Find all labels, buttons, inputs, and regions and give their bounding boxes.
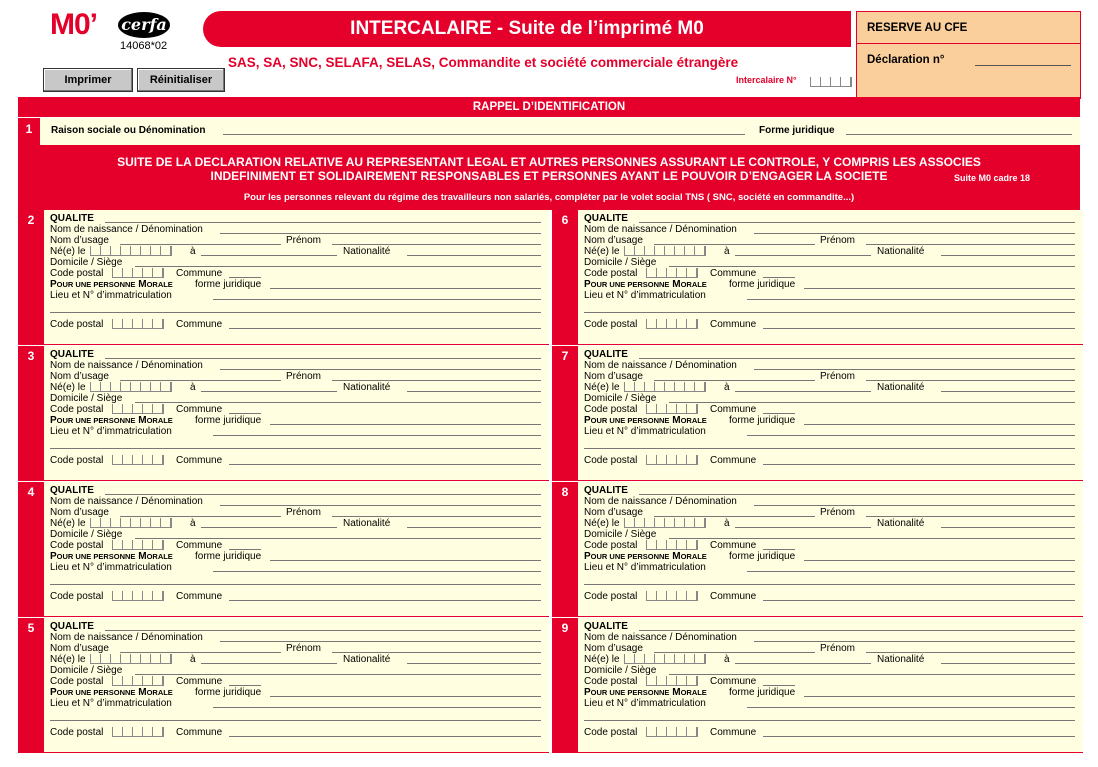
a-label: à	[724, 382, 730, 393]
nom-naissance-field[interactable]	[220, 505, 541, 506]
pm-forme-juridique-label: forme juridique	[195, 551, 262, 562]
suite-title-line-1: SUITE DE LA DECLARATION RELATIVE AU REPRESENTANT LEGAL ET AUTRES PERSONNES ASSURANT LE CONTROLE, Y COMPRIS LES ASSOCIES	[117, 155, 981, 169]
pm-code-postal-label: Code postal	[50, 319, 104, 330]
pm-code-postal-input[interactable]	[646, 319, 698, 329]
commune-field[interactable]	[229, 413, 261, 414]
nationalite-field[interactable]	[407, 527, 541, 528]
code-postal-label: Code postal	[584, 404, 638, 415]
cfe-reserved-box	[856, 11, 1081, 99]
pm-forme-juridique-field[interactable]	[270, 288, 541, 289]
nationalite-field[interactable]	[941, 527, 1075, 528]
a-label: à	[190, 654, 196, 665]
nom-usage-field[interactable]	[654, 244, 815, 245]
block-number	[552, 482, 578, 616]
nom-usage-label: Nom d’usage	[50, 507, 109, 518]
rappel-section-header: RAPPEL D’IDENTIFICATION	[18, 97, 1080, 117]
cfe-reserved-label: RESERVE AU CFE	[857, 12, 1080, 44]
pm-forme-juridique-label: forme juridique	[195, 687, 262, 698]
birth-place-field[interactable]	[201, 663, 337, 664]
cerfa-logo: cerfa	[118, 12, 170, 38]
personne-morale-label: POUR UNE PERSONNE MORALE	[50, 279, 173, 290]
person-block-8	[552, 482, 1083, 617]
person-block-4	[18, 482, 549, 617]
nationalite-label: Nationalité	[343, 246, 391, 257]
birth-date-input[interactable]	[624, 246, 706, 256]
pm-code-postal-input[interactable]	[112, 455, 164, 465]
declaration-number-field[interactable]	[975, 65, 1071, 66]
lieu-immatriculation-field-2[interactable]	[50, 448, 541, 449]
person-block-9	[552, 618, 1083, 753]
qualite-label: QUALITE	[584, 621, 628, 632]
person-block-5	[18, 618, 549, 753]
suite-title-line-2: INDEFINIMENT ET SOLIDAIREMENT RESPONSABLES ET PERSONNES AYANT LE POUVOIR D’ENGAGER LA SOCIETE	[210, 169, 888, 183]
pm-code-postal-label: Code postal	[584, 455, 638, 466]
a-label: à	[724, 246, 730, 257]
commune-label: Commune	[176, 404, 223, 415]
a-label: à	[724, 518, 730, 529]
birth-date-input[interactable]	[90, 654, 172, 664]
personne-morale-label: POUR UNE PERSONNE MORALE	[584, 415, 707, 426]
pm-code-postal-input[interactable]	[646, 727, 698, 737]
ne-le-label: Né(e) le	[584, 246, 620, 257]
prenom-label: Prénom	[286, 235, 322, 246]
pm-forme-juridique-label: forme juridique	[195, 279, 262, 290]
code-postal-input[interactable]	[112, 540, 164, 550]
a-label: à	[190, 246, 196, 257]
block-number-value: 2	[27, 213, 35, 227]
pm-code-postal-label: Code postal	[584, 591, 638, 602]
domicile-label: Domicile / Siège	[584, 393, 657, 404]
qualite-label: QUALITE	[50, 485, 94, 496]
nationalite-field[interactable]	[941, 255, 1075, 256]
prenom-field[interactable]	[332, 380, 541, 381]
qualite-label: QUALITE	[50, 621, 94, 632]
commune-field[interactable]	[229, 685, 261, 686]
lieu-immatriculation-field[interactable]	[213, 707, 541, 708]
code-postal-input[interactable]	[646, 540, 698, 550]
declaration-number-label: Déclaration n°	[867, 54, 945, 66]
block-number	[552, 618, 578, 752]
nom-naissance-field[interactable]	[754, 233, 1075, 234]
personne-morale-label: POUR UNE PERSONNE MORALE	[584, 687, 707, 698]
lieu-immatriculation-field[interactable]	[213, 299, 541, 300]
commune-field[interactable]	[763, 549, 795, 550]
code-postal-label: Code postal	[584, 540, 638, 551]
raison-sociale-label: Raison sociale ou Dénomination	[51, 125, 206, 136]
lieu-immatriculation-field-2[interactable]	[584, 584, 1075, 585]
personne-morale-label: POUR UNE PERSONNE MORALE	[50, 551, 173, 562]
lieu-immatriculation-label: Lieu et N° d’immatriculation	[50, 698, 172, 709]
lieu-immatriculation-field-2[interactable]	[50, 584, 541, 585]
ne-le-label: Né(e) le	[584, 382, 620, 393]
nom-usage-label: Nom d’usage	[584, 235, 643, 246]
nationalite-label: Nationalité	[877, 246, 925, 257]
pm-commune-label: Commune	[710, 727, 757, 738]
lieu-immatriculation-field[interactable]	[747, 435, 1075, 436]
forme-juridique-field[interactable]	[846, 134, 1072, 135]
lieu-immatriculation-field[interactable]	[213, 571, 541, 572]
nom-usage-field[interactable]	[120, 244, 281, 245]
block-number-value: 3	[27, 349, 35, 363]
pm-commune-label: Commune	[176, 455, 223, 466]
block-number-value: 4	[27, 485, 35, 499]
nom-naissance-label: Nom de naissance / Dénomination	[50, 360, 203, 371]
lieu-immatriculation-field[interactable]	[747, 707, 1075, 708]
birth-place-field[interactable]	[201, 527, 337, 528]
nom-usage-field[interactable]	[120, 380, 281, 381]
nom-usage-field[interactable]	[654, 516, 815, 517]
block-number	[18, 618, 44, 752]
nationalite-label: Nationalité	[877, 654, 925, 665]
nationalite-field[interactable]	[407, 255, 541, 256]
intercalaire-number-label: Intercalaire N°	[736, 75, 797, 85]
birth-date-input[interactable]	[624, 382, 706, 392]
pm-code-postal-input[interactable]	[646, 455, 698, 465]
intercalaire-number-input[interactable]	[810, 77, 852, 87]
lieu-immatriculation-field[interactable]	[213, 435, 541, 436]
pm-commune-field[interactable]	[229, 328, 541, 329]
qualite-field[interactable]	[639, 358, 1075, 359]
a-label: à	[190, 382, 196, 393]
birth-date-input[interactable]	[90, 382, 172, 392]
domicile-field[interactable]	[135, 266, 541, 267]
pm-forme-juridique-field[interactable]	[804, 560, 1075, 561]
lieu-immatriculation-field-2[interactable]	[584, 448, 1075, 449]
nom-usage-label: Nom d’usage	[584, 371, 643, 382]
code-postal-label: Code postal	[50, 268, 104, 279]
block-number	[552, 346, 578, 480]
pm-commune-field[interactable]	[763, 328, 1075, 329]
birth-place-field[interactable]	[201, 391, 337, 392]
birth-date-input[interactable]	[624, 654, 706, 664]
suite-note: Pour les personnes relevant du régime des travailleurs non salariés, compléter par le volet social TNS ( SNC, société en commandite...)	[243, 192, 855, 203]
lieu-immatriculation-field-2[interactable]	[584, 312, 1075, 313]
prenom-label: Prénom	[820, 507, 856, 518]
personne-morale-label: POUR UNE PERSONNE MORALE	[584, 551, 707, 562]
pm-commune-label: Commune	[176, 591, 223, 602]
ne-le-label: Né(e) le	[584, 654, 620, 665]
pm-code-postal-input[interactable]	[112, 727, 164, 737]
a-label: à	[190, 518, 196, 529]
qualite-field[interactable]	[105, 630, 541, 631]
identification-row	[18, 118, 1080, 146]
nom-usage-label: Nom d’usage	[584, 643, 643, 654]
nom-naissance-label: Nom de naissance / Dénomination	[50, 632, 203, 643]
nom-naissance-label: Nom de naissance / Dénomination	[584, 496, 737, 507]
domicile-label: Domicile / Siège	[50, 257, 123, 268]
block-number-value: 8	[561, 485, 569, 499]
nom-naissance-field[interactable]	[754, 505, 1075, 506]
birth-place-field[interactable]	[735, 391, 871, 392]
section-number: 1	[18, 118, 40, 145]
birth-place-field[interactable]	[735, 527, 871, 528]
pm-commune-field[interactable]	[763, 600, 1075, 601]
pm-forme-juridique-label: forme juridique	[729, 279, 796, 290]
lieu-immatriculation-label: Lieu et N° d’immatriculation	[584, 290, 706, 301]
pm-code-postal-input[interactable]	[646, 591, 698, 601]
lieu-immatriculation-field[interactable]	[747, 571, 1075, 572]
personne-morale-label: POUR UNE PERSONNE MORALE	[50, 687, 173, 698]
nom-naissance-label: Nom de naissance / Dénomination	[584, 224, 737, 235]
pm-commune-label: Commune	[176, 727, 223, 738]
nationalite-field[interactable]	[941, 391, 1075, 392]
prenom-field[interactable]	[332, 516, 541, 517]
pm-code-postal-input[interactable]	[112, 591, 164, 601]
commune-label: Commune	[710, 268, 757, 279]
nationalite-label: Nationalité	[343, 382, 391, 393]
domicile-field[interactable]	[669, 266, 1075, 267]
domicile-field[interactable]	[669, 402, 1075, 403]
commune-field[interactable]	[229, 549, 261, 550]
nom-usage-field[interactable]	[654, 380, 815, 381]
pm-code-postal-input[interactable]	[112, 319, 164, 329]
commune-label: Commune	[176, 540, 223, 551]
commune-label: Commune	[710, 540, 757, 551]
lieu-immatriculation-label: Lieu et N° d’immatriculation	[584, 426, 706, 437]
commune-label: Commune	[710, 676, 757, 687]
domicile-label: Domicile / Siège	[50, 665, 123, 676]
pm-code-postal-label: Code postal	[584, 727, 638, 738]
qualite-field[interactable]	[639, 630, 1075, 631]
domicile-field[interactable]	[135, 538, 541, 539]
nom-naissance-label: Nom de naissance / Dénomination	[50, 496, 203, 507]
nationalite-field[interactable]	[407, 391, 541, 392]
prenom-field[interactable]	[866, 516, 1075, 517]
block-number-value: 5	[27, 621, 35, 635]
domicile-field[interactable]	[135, 674, 541, 675]
qualite-field[interactable]	[639, 494, 1075, 495]
block-number	[18, 210, 44, 344]
birth-date-input[interactable]	[90, 246, 172, 256]
nationalite-field[interactable]	[941, 663, 1075, 664]
pm-forme-juridique-label: forme juridique	[729, 551, 796, 562]
forme-juridique-label: Forme juridique	[759, 125, 835, 136]
nom-usage-label: Nom d’usage	[50, 371, 109, 382]
block-number	[552, 210, 578, 344]
lieu-immatriculation-field-2[interactable]	[584, 720, 1075, 721]
prenom-field[interactable]	[866, 652, 1075, 653]
pm-commune-label: Commune	[176, 319, 223, 330]
domicile-field[interactable]	[669, 538, 1075, 539]
code-postal-input[interactable]	[112, 404, 164, 414]
commune-label: Commune	[176, 268, 223, 279]
lieu-immatriculation-label: Lieu et N° d’immatriculation	[50, 290, 172, 301]
nom-naissance-label: Nom de naissance / Dénomination	[584, 360, 737, 371]
nationalite-label: Nationalité	[877, 382, 925, 393]
pm-forme-juridique-field[interactable]	[270, 560, 541, 561]
pm-commune-field[interactable]	[763, 736, 1075, 737]
commune-label: Commune	[710, 404, 757, 415]
pm-commune-label: Commune	[710, 591, 757, 602]
nom-naissance-field[interactable]	[220, 641, 541, 642]
personne-morale-label: POUR UNE PERSONNE MORALE	[584, 279, 707, 290]
qualite-field[interactable]	[639, 222, 1075, 223]
domicile-label: Domicile / Siège	[584, 257, 657, 268]
qualite-label: QUALITE	[50, 213, 94, 224]
prenom-label: Prénom	[286, 371, 322, 382]
code-postal-label: Code postal	[50, 404, 104, 415]
pm-forme-juridique-field[interactable]	[804, 696, 1075, 697]
page-subtitle: SAS, SA, SNC, SELAFA, SELAS, Commandite et société commerciale étrangère	[228, 55, 739, 70]
raison-sociale-field[interactable]	[223, 134, 745, 135]
lieu-immatriculation-label: Lieu et N° d’immatriculation	[50, 426, 172, 437]
commune-field[interactable]	[763, 277, 795, 278]
qualite-label: QUALITE	[584, 213, 628, 224]
block-number	[18, 482, 44, 616]
prenom-field[interactable]	[866, 244, 1075, 245]
pm-commune-field[interactable]	[229, 736, 541, 737]
pm-forme-juridique-label: forme juridique	[195, 415, 262, 426]
block-number	[18, 346, 44, 480]
pm-commune-field[interactable]	[229, 464, 541, 465]
code-postal-label: Code postal	[50, 540, 104, 551]
person-block-2	[18, 210, 549, 345]
personne-morale-label: POUR UNE PERSONNE MORALE	[50, 415, 173, 426]
code-postal-label: Code postal	[50, 676, 104, 687]
ne-le-label: Né(e) le	[50, 654, 86, 665]
qualite-label: QUALITE	[584, 349, 628, 360]
ne-le-label: Né(e) le	[50, 246, 86, 257]
nom-usage-label: Nom d’usage	[584, 507, 643, 518]
a-label: à	[724, 654, 730, 665]
person-block-3	[18, 346, 549, 481]
domicile-label: Domicile / Siège	[50, 529, 123, 540]
prenom-field[interactable]	[332, 244, 541, 245]
domicile-label: Domicile / Siège	[50, 393, 123, 404]
prenom-label: Prénom	[820, 235, 856, 246]
nom-usage-label: Nom d’usage	[50, 643, 109, 654]
pm-code-postal-label: Code postal	[50, 591, 104, 602]
page-title: INTERCALAIRE - Suite de l’imprimé M0	[203, 11, 851, 47]
prenom-field[interactable]	[332, 652, 541, 653]
prenom-label: Prénom	[286, 643, 322, 654]
block-number-value: 9	[561, 621, 569, 635]
domicile-label: Domicile / Siège	[584, 529, 657, 540]
pm-commune-label: Commune	[710, 455, 757, 466]
pm-forme-juridique-field[interactable]	[804, 288, 1075, 289]
suite-section-header	[18, 146, 1080, 210]
nom-usage-field[interactable]	[120, 516, 281, 517]
nom-naissance-field[interactable]	[220, 369, 541, 370]
form-code: M0’	[50, 8, 98, 41]
prenom-field[interactable]	[866, 380, 1075, 381]
nom-naissance-field[interactable]	[220, 233, 541, 234]
prenom-label: Prénom	[820, 371, 856, 382]
block-number-value: 6	[561, 213, 569, 227]
pm-forme-juridique-field[interactable]	[270, 424, 541, 425]
nationalite-label: Nationalité	[877, 518, 925, 529]
lieu-immatriculation-label: Lieu et N° d’immatriculation	[50, 562, 172, 573]
lieu-immatriculation-label: Lieu et N° d’immatriculation	[584, 698, 706, 709]
person-block-6	[552, 210, 1083, 345]
prenom-label: Prénom	[286, 507, 322, 518]
pm-code-postal-label: Code postal	[584, 319, 638, 330]
domicile-field[interactable]	[669, 674, 1075, 675]
pm-forme-juridique-field[interactable]	[804, 424, 1075, 425]
domicile-label: Domicile / Siège	[584, 665, 657, 676]
pm-forme-juridique-label: forme juridique	[729, 415, 796, 426]
nom-usage-label: Nom d’usage	[50, 235, 109, 246]
nationalite-field[interactable]	[407, 663, 541, 664]
commune-field[interactable]	[229, 277, 261, 278]
qualite-label: QUALITE	[584, 485, 628, 496]
code-postal-input[interactable]	[646, 404, 698, 414]
pm-forme-juridique-label: forme juridique	[729, 687, 796, 698]
code-postal-input[interactable]	[646, 676, 698, 686]
commune-field[interactable]	[763, 413, 795, 414]
code-postal-input[interactable]	[646, 268, 698, 278]
nom-usage-field[interactable]	[120, 652, 281, 653]
code-postal-label: Code postal	[584, 676, 638, 687]
birth-place-field[interactable]	[735, 255, 871, 256]
lieu-immatriculation-field-2[interactable]	[50, 720, 541, 721]
pm-commune-label: Commune	[710, 319, 757, 330]
nom-usage-field[interactable]	[654, 652, 815, 653]
reset-button[interactable]: Réinitialiser	[137, 68, 225, 92]
nom-naissance-label: Nom de naissance / Dénomination	[50, 224, 203, 235]
pm-code-postal-label: Code postal	[50, 727, 104, 738]
nom-naissance-field[interactable]	[754, 369, 1075, 370]
qualite-field[interactable]	[105, 494, 541, 495]
block-number-value: 7	[561, 349, 569, 363]
prenom-label: Prénom	[820, 643, 856, 654]
lieu-immatriculation-label: Lieu et N° d’immatriculation	[584, 562, 706, 573]
birth-place-field[interactable]	[735, 663, 871, 664]
ne-le-label: Né(e) le	[50, 518, 86, 529]
code-postal-input[interactable]	[112, 268, 164, 278]
qualite-label: QUALITE	[50, 349, 94, 360]
qualite-field[interactable]	[105, 358, 541, 359]
commune-label: Commune	[176, 676, 223, 687]
nom-naissance-label: Nom de naissance / Dénomination	[584, 632, 737, 643]
person-block-7	[552, 346, 1083, 481]
code-postal-input[interactable]	[112, 676, 164, 686]
birth-date-input[interactable]	[90, 518, 172, 528]
pm-commune-field[interactable]	[229, 600, 541, 601]
birth-date-input[interactable]	[624, 518, 706, 528]
nationalite-label: Nationalité	[343, 654, 391, 665]
pm-code-postal-label: Code postal	[50, 455, 104, 466]
nationalite-label: Nationalité	[343, 518, 391, 529]
cerfa-number: 14068*02	[120, 40, 168, 52]
qualite-field[interactable]	[105, 222, 541, 223]
code-postal-label: Code postal	[584, 268, 638, 279]
lieu-immatriculation-field-2[interactable]	[50, 312, 541, 313]
commune-field[interactable]	[763, 685, 795, 686]
ne-le-label: Né(e) le	[584, 518, 620, 529]
lieu-immatriculation-field[interactable]	[747, 299, 1075, 300]
pm-commune-field[interactable]	[763, 464, 1075, 465]
ne-le-label: Né(e) le	[50, 382, 86, 393]
suite-reference: Suite M0 cadre 18	[954, 173, 1031, 183]
domicile-field[interactable]	[135, 402, 541, 403]
pm-forme-juridique-field[interactable]	[270, 696, 541, 697]
nom-naissance-field[interactable]	[754, 641, 1075, 642]
print-button[interactable]: Imprimer	[43, 68, 133, 92]
birth-place-field[interactable]	[201, 255, 337, 256]
